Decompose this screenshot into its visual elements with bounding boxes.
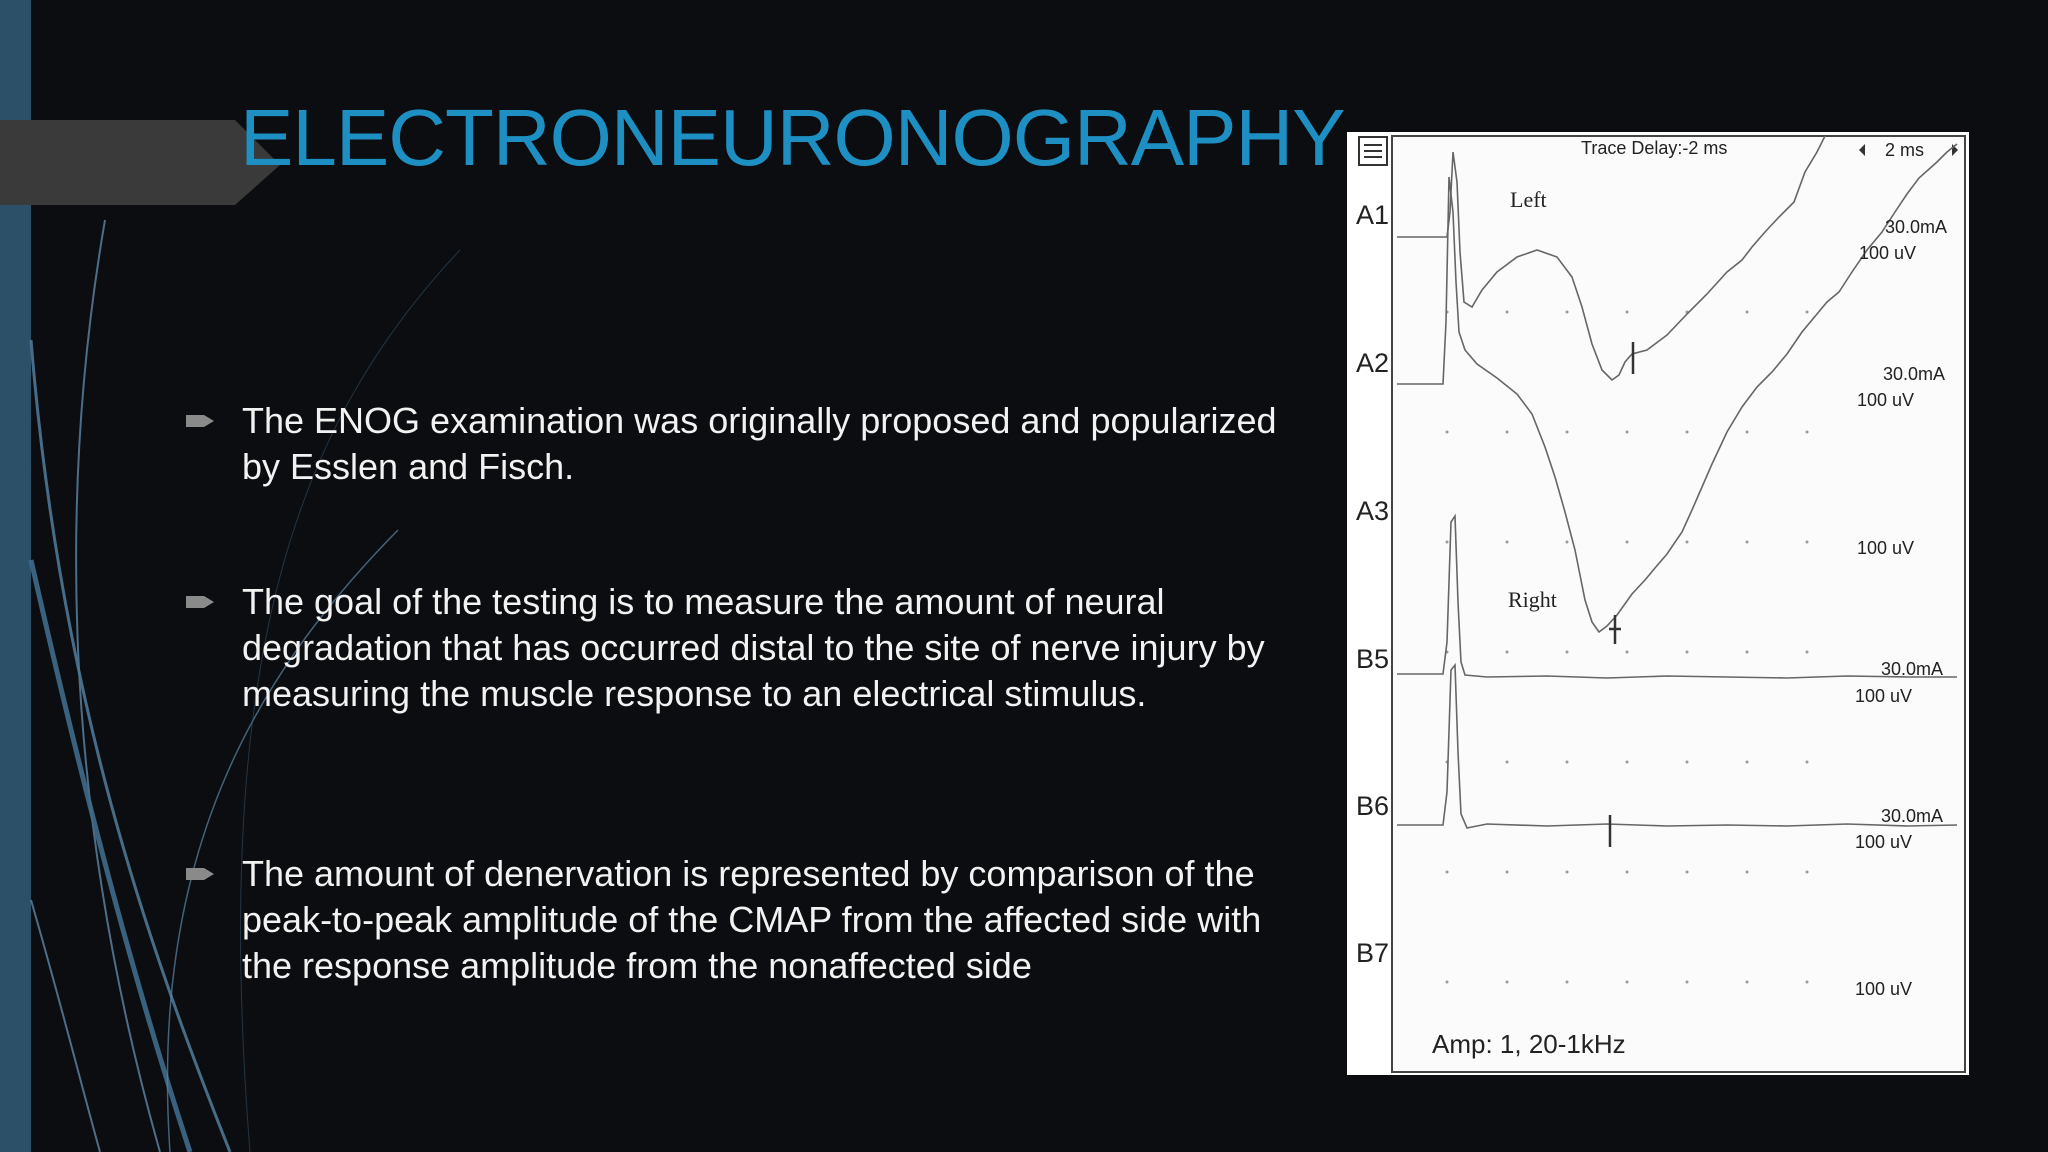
- channel-label: B6: [1356, 791, 1390, 821]
- bullet-text: The amount of denervation is represented by comparison of the peak-to-peak amplitude of the CMAP from the affected side with the response amplitude from the nonaffected side: [242, 853, 1262, 986]
- arrow-bullet-icon: [186, 593, 216, 611]
- gain-label: 100 uV: [1855, 832, 1913, 852]
- menu-icon: [1359, 137, 1387, 165]
- slide-title: ELECTRONEURONOGRAPHY: [240, 93, 1345, 182]
- right-curve-label: Right: [1508, 587, 1557, 612]
- channel-label: B7: [1356, 938, 1390, 968]
- stimulus-current-label: 30.0mA: [1881, 806, 1944, 826]
- bullet-text: The goal of the testing is to measure the amount of neural degradation that has occurred distal to the site of nerve injury by measuring the muscle response to an electrical stimulus.: [242, 581, 1265, 714]
- enog-traces: [1347, 132, 1969, 1075]
- amplifier-setting-label: Amp: 1, 20-1kHz: [1432, 1029, 1626, 1059]
- arrow-bullet-icon: [186, 865, 216, 883]
- stimulus-current-label: 30.0mA: [1885, 217, 1948, 237]
- left-curve-label: Left: [1510, 187, 1547, 212]
- stimulus-current-label: 30.0mA: [1881, 659, 1944, 679]
- gain-label: 100 uV: [1855, 686, 1913, 706]
- gain-label: 100 uV: [1857, 538, 1915, 558]
- channel-label: A3: [1356, 496, 1390, 526]
- stimulus-current-label: 30.0mA: [1883, 364, 1946, 384]
- trace-delay-label: Trace Delay:-2 ms: [1581, 138, 1728, 158]
- channel-label: A1: [1356, 200, 1390, 230]
- channel-label: B5: [1356, 644, 1390, 674]
- enog-recording-figure: [1347, 132, 1969, 1075]
- channel-label: A2: [1356, 348, 1390, 378]
- arrow-bullet-icon: [186, 412, 216, 430]
- bullet-text: The ENOG examination was originally proposed and popularized by Esslen and Fisch.: [242, 400, 1277, 487]
- gain-label: 100 uV: [1855, 979, 1913, 999]
- gain-label: 100 uV: [1857, 390, 1915, 410]
- gain-label: 100 uV: [1859, 243, 1917, 263]
- timebase-label: 2 ms: [1885, 140, 1925, 160]
